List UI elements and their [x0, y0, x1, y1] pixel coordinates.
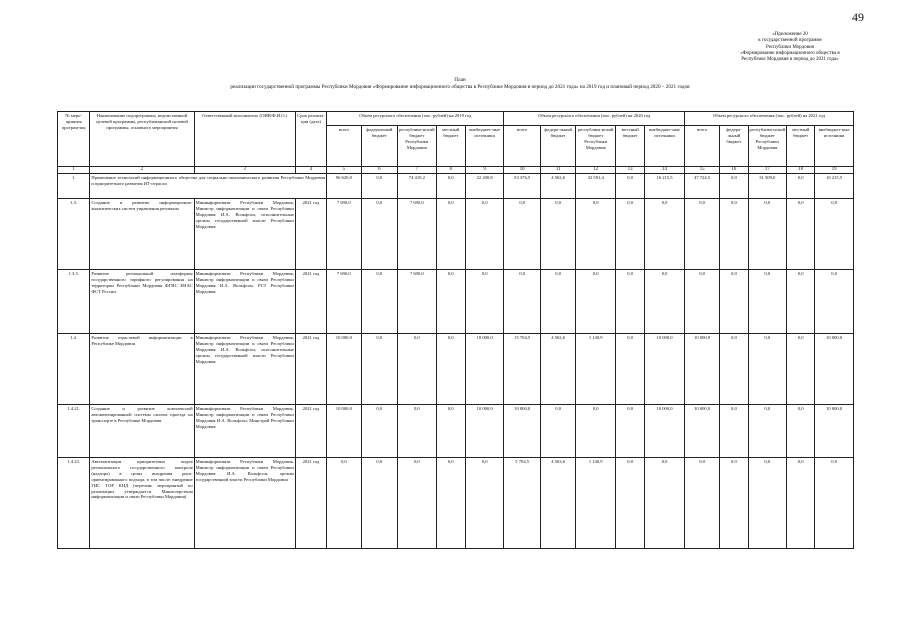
subheader: всего [684, 125, 719, 166]
value-cell: 0,0 [436, 458, 465, 549]
value-cell: 0,0 [720, 405, 748, 458]
value-cell: 0,0 [815, 270, 854, 334]
header-2020: Объем ресурсного обеспечения (тыс. рублей) на 2020 год [504, 112, 684, 126]
value-cell: 16 215,5 [815, 174, 854, 199]
table-row [58, 405, 854, 458]
value-cell: 5 704,5 [504, 458, 541, 549]
value-cell: 4 563,6 [540, 174, 575, 199]
col-index: 9 [465, 167, 504, 174]
row-executor: Мининформсвязи Республики Мордовия, Министр информатизации и связи Республики Мордовия И.А. Вольфсон, Минстрой Республики Мордовия [194, 405, 295, 458]
col-index: 7 [398, 167, 437, 174]
value-cell: 0,0 [720, 199, 748, 270]
col-index: 13 [616, 167, 645, 174]
value-cell: 0,0 [465, 458, 504, 549]
row-term: 2021 год [295, 199, 326, 270]
table-row [58, 199, 854, 270]
value-cell: 0,0 [645, 458, 685, 549]
appendix-line: Республике Мордовия в период до 2021 года» [741, 57, 839, 63]
value-cell: 0,0 [787, 405, 815, 458]
value-cell: 0,0 [361, 174, 398, 199]
value-cell: 0,0 [504, 270, 541, 334]
value-cell: 0,0 [748, 405, 787, 458]
value-cell: 0,0 [815, 458, 854, 549]
value-cell: 0,0 [645, 270, 685, 334]
value-cell: 7 690,0 [327, 270, 361, 334]
value-cell: 0,0 [361, 405, 398, 458]
value-cell: 10 000,0 [684, 334, 719, 405]
row-executor: Мининформсвязи Республики Мордовия, Министр информатизации и связи Республики Мордовия И.А. Вольфсон, РСТ Республики Мордовия [194, 270, 295, 334]
page-number: 49 [852, 10, 864, 24]
value-cell: 0,0 [645, 199, 685, 270]
col-index: 6 [361, 167, 398, 174]
subheader: республика-нский бюджет Республики Мордовия [398, 125, 437, 166]
header-term: Срок реализа-ции (дата) [295, 112, 326, 167]
value-cell: 10 000,0 [645, 334, 685, 405]
value-cell: 0,0 [616, 334, 645, 405]
value-cell: 0,0 [398, 334, 437, 405]
subheader: федера-льный бюджет [540, 125, 575, 166]
row-name: Развитие отраслевой информатизации в Республике Мордовия [90, 334, 194, 405]
value-cell: 0,0 [748, 270, 787, 334]
value-cell: 10 000,0 [645, 405, 685, 458]
header-2019: Объем ресурсного обеспечения (тыс. рублей) на 2019 год [327, 112, 504, 126]
row-number: 1.3. [58, 199, 90, 270]
subheader: внебюджет-ные источники [645, 125, 685, 166]
subheader: местный бюджет [787, 125, 815, 166]
subheader: федеральный бюджет [361, 125, 398, 166]
col-index: 11 [540, 167, 575, 174]
col-index: 17 [748, 167, 787, 174]
value-cell: 0,0 [748, 199, 787, 270]
subheader: местный бюджет [616, 125, 645, 166]
subheader: всего [504, 125, 541, 166]
value-cell: 10 000,0 [504, 405, 541, 458]
value-cell: 22 200,8 [465, 174, 504, 199]
table-row [58, 458, 854, 549]
row-term: 2021 год [295, 270, 326, 334]
row-number: 1.4.21. [58, 405, 90, 458]
value-cell: 7 690,0 [398, 199, 437, 270]
col-index: 4 [295, 167, 326, 174]
value-cell: 0,0 [465, 270, 504, 334]
appendix-line: «Формирование информационного общества в [740, 50, 840, 56]
value-cell: 0,0 [616, 174, 645, 199]
value-cell: 0,0 [504, 199, 541, 270]
value-cell: 0,0 [436, 199, 465, 270]
value-cell: 10 000,0 [327, 334, 361, 405]
value-cell: 0,0 [748, 458, 787, 549]
value-cell: 0,0 [684, 199, 719, 270]
value-cell: 0,0 [787, 174, 815, 199]
appendix-line: Республики Мордовия [766, 44, 814, 50]
row-executor: Мининформсвязи Республики Мордовия, Министр информатизации и связи Республики Мордовия И.А. Вольфсон, органы государственной власти Республики Мордовия [194, 458, 295, 549]
value-cell: 10 000,0 [815, 334, 854, 405]
row-name: Создание и развитие информационно-аналитических систем управления регионом [90, 199, 194, 270]
subheader: федера-льный бюджет [720, 125, 748, 166]
table-row [58, 334, 854, 405]
value-cell: 1 140,9 [576, 458, 616, 549]
row-name: Создание и развитие комплексной автоматизированной системы оплаты проезда на транспорте в Республике Мордовия [90, 405, 194, 458]
value-cell: 0,0 [465, 199, 504, 270]
value-cell: 0,0 [787, 458, 815, 549]
value-cell: 4 563,6 [540, 334, 575, 405]
appendix-line: «Приложение 20 [772, 32, 808, 37]
table-row [58, 270, 854, 334]
value-cell: 53 376,5 [504, 174, 541, 199]
col-index: 3 [194, 167, 295, 174]
value-cell: 0,0 [576, 270, 616, 334]
value-cell: 0,0 [720, 458, 748, 549]
value-cell: 10 000,0 [465, 405, 504, 458]
row-number: 1.4. [58, 334, 90, 405]
value-cell: 0,0 [540, 270, 575, 334]
value-cell: 0,0 [540, 199, 575, 270]
value-cell: 0,0 [720, 270, 748, 334]
column-index-row [58, 167, 854, 174]
col-index: 5 [327, 167, 361, 174]
value-cell: 0,0 [787, 199, 815, 270]
row-name: Применение технологий информационного общества для социально-экономического развития Республики Мордовия и приоритетного развития ИТ-отрасли [90, 174, 327, 199]
subheader: внебюджет-ные источники [815, 125, 854, 166]
value-cell: 0,0 [815, 199, 854, 270]
value-cell: 1 140,9 [576, 334, 616, 405]
row-executor: Мининформсвязи Республики Мордовия, Министр информатизации и связи Республики Мордовия И.А. Вольфсон, исполнительные органы государственной власти Республики Мордовия [194, 199, 295, 270]
value-cell: 0,0 [361, 458, 398, 549]
value-cell: 0,0 [436, 270, 465, 334]
title-line-1: План [454, 77, 466, 83]
col-index: 2 [90, 167, 194, 174]
subheader: республика-нский бюджет Республики Мордовия [576, 125, 616, 166]
appendix-line: к государственной программе [758, 38, 822, 44]
row-number: 1.3.3. [58, 270, 90, 334]
value-cell: 7 690,0 [327, 199, 361, 270]
value-cell: 0,0 [616, 405, 645, 458]
col-index: 19 [815, 167, 854, 174]
header-executor: Ответственный исполнитель (ОИВ/Ф.И.О.) [194, 112, 295, 167]
subheader: местный бюджет [436, 125, 465, 166]
value-cell: 10 000,0 [327, 405, 361, 458]
value-cell: 96 620,0 [327, 174, 361, 199]
appendix-note [700, 32, 880, 63]
value-cell: 0,0 [361, 334, 398, 405]
plan-table [57, 111, 854, 549]
header-name: Наименование подпрограммы, ведомственной целевой программы, республиканской целевой программы, основного мероприятия [90, 112, 194, 167]
value-cell: 0,0 [361, 199, 398, 270]
value-cell: 10 000,0 [684, 405, 719, 458]
value-cell: 74 419,2 [398, 174, 437, 199]
value-cell: 0,0 [616, 199, 645, 270]
value-cell: 32 591,4 [576, 174, 616, 199]
document-title [60, 77, 860, 91]
header-row-1 [58, 112, 854, 126]
value-cell: 7 690,0 [398, 270, 437, 334]
row-term: 2021 год [295, 405, 326, 458]
header-num: № меро-приятия програм-мы [58, 112, 90, 167]
subheader: всего [327, 125, 361, 166]
value-cell: 0,0 [684, 270, 719, 334]
value-cell: 0,0 [576, 199, 616, 270]
header-2021: Объем ресурсного обеспечения (тыс. рублей) на 2021 год [684, 112, 853, 126]
col-index: 16 [720, 167, 748, 174]
subheader: внебюджет-ные источники [465, 125, 504, 166]
row-executor: Мининформсвязи Республики Мордовия, Министр информатизации и связи Республики Мордовия И.А. Вольфсон, исполнительные органы государственной власти Республики Мордовия [194, 334, 295, 405]
value-cell: 0,0 [684, 458, 719, 549]
col-index: 10 [504, 167, 541, 174]
col-index: 18 [787, 167, 815, 174]
value-cell: 0,0 [720, 334, 748, 405]
row-number: 1. [58, 174, 90, 199]
col-index: 12 [576, 167, 616, 174]
value-cell: 16 215,5 [645, 174, 685, 199]
value-cell: 31 509,0 [748, 174, 787, 199]
row-name: Развитие региональной платформы государственного тарифного регулирования на территории Республики Мордовия ФГИС ЕИАС ФСТ России [90, 270, 194, 334]
value-cell: 0,0 [787, 270, 815, 334]
value-cell: 0,0 [398, 458, 437, 549]
row-name: Автоматизация приоритетных видов регионального государственного контроля (надзора) в целях внедрения риск-ориентированного подхода, в том числе: внедрение ГИС ТОР КНД (перечень мероприятий по реализации утверждается Министерством информатизации и связи Республики Мордовия) [90, 458, 194, 549]
table-row-1 [58, 174, 854, 199]
row-number: 1.4.23. [58, 458, 90, 549]
value-cell: 15 704,5 [504, 334, 541, 405]
value-cell: 0,0 [436, 174, 465, 199]
value-cell: 47 724,5 [684, 174, 719, 199]
value-cell: 0,0 [436, 405, 465, 458]
value-cell: 0,0 [720, 174, 748, 199]
title-line-2: реализации государственной программы Республики Мордовия «Формирование информационного общества в Республике Мордовия в период до 2021 года» на 2019 год и плановый период 2020 – 2021 годов [230, 84, 690, 90]
value-cell: 0,0 [436, 334, 465, 405]
subheader: республика-нский бюджет Республики Мордовия [748, 125, 787, 166]
col-index: 14 [645, 167, 685, 174]
value-cell: 0,0 [787, 334, 815, 405]
value-cell: 0,0 [540, 405, 575, 458]
row-term: 2021 год [295, 458, 326, 549]
value-cell: 0,0 [616, 458, 645, 549]
value-cell: 10 000,0 [815, 405, 854, 458]
col-index: 8 [436, 167, 465, 174]
value-cell: 0,0 [327, 458, 361, 549]
value-cell: 0,0 [361, 270, 398, 334]
col-index: 1 [58, 167, 90, 174]
col-index: 15 [684, 167, 719, 174]
value-cell: 0,0 [748, 334, 787, 405]
value-cell: 0,0 [616, 270, 645, 334]
row-term: 2021 год [295, 334, 326, 405]
value-cell: 10 000,0 [465, 334, 504, 405]
value-cell: 0,0 [576, 405, 616, 458]
value-cell: 0,0 [398, 405, 437, 458]
value-cell: 4 563,6 [540, 458, 575, 549]
